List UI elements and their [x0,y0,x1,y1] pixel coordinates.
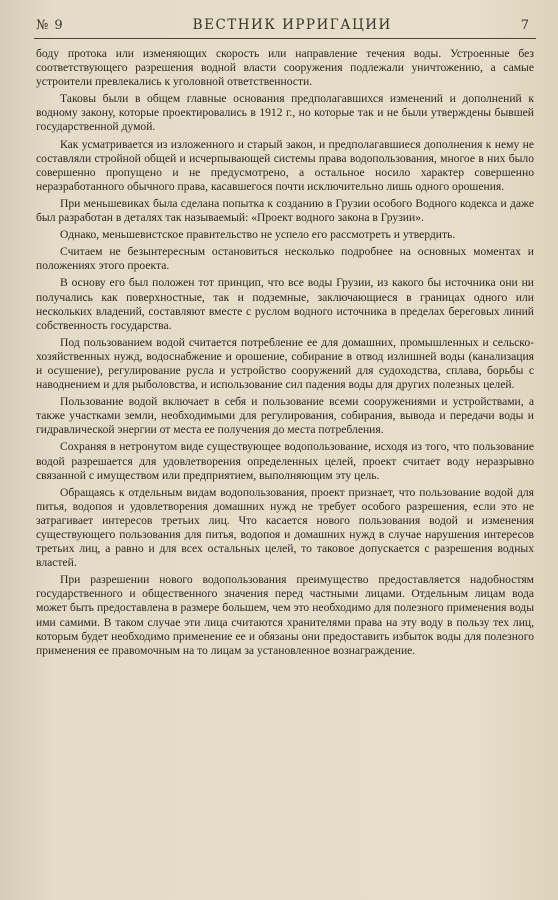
running-header [36,14,530,36]
paragraph: Как усматривается из изложенного и старый закон, и предполагавшиеся дополнения к нему не составляли стройной общей и исчерпывающей системы права водопользования, многое в них было совершенно пропущено и не предусмотрено, а остальное носило характер совершенно неразработанного обычного права, касавшегося почти исключительно лишь одного орошения. [36,137,534,193]
issue-number: № 9 [36,17,64,33]
paragraph: Пользование водой включает в себя и пользование всеми сооружениями и устройствами, а также участками земли, необходимыми для регулирования, собирания, вывода и передачи воды и гидравлической энергии от места ее получения до места потребления. [36,395,534,437]
paragraph: При разрешении нового водопользования преимущество предоставляется надобностям государственного и общественного значения перед частными лицами. Отдельным лицам вода может быть предоставлена в размере большем, чем это необходимо для полезного применения воды ими самими. В таком случае эти лица считаются хранителями права на эту воду в пользу тех лиц, которым будет необходимо применение ее и обязаны они предоставить избыток воды для полезного применения ее правомочным на то лицам за установленное вознаграждение. [36,573,534,657]
body-text [36,47,534,661]
paragraph: Под пользованием водой считается потребление ее для домашних, промышленных и сельско-хозяйственных нужд, водоснабжение и орошение, собирание в отвод излишней воды (канализация и осушение), регулирование русла и устройство сооружений для судоходства, сплава, борьбы с наводнением и для рыболовства, и использование сил падения воды для других полезных целей. [36,335,534,392]
paragraph: Однако, меньшевистское правительство не успело его рассмотреть и утвердить. [60,228,456,242]
paragraph: боду протока или изменяющих скорость или направление течения воды. Устроенные без соответствующего разрешения водной власти сооружения подлежали уничтожению, а самые устроители превлекались к уголовной ответственности. [36,47,534,89]
paragraph: Считаем не безынтересным остановиться несколько подробнее на основных моментах и положениях этого проекта. [36,245,534,273]
paragraph: При меньшевиках была сделана попытка к созданию в Грузии особого Водного кодекса и даже был разработан в деталях так называемый: «Проект водного закона в Грузии». [36,196,534,225]
paragraph: В основу его был положен тот принцип, что все воды Грузии, из какого бы источника они ни получались как поверхностные, так и подземные, заключающиеся в границах одного или нескольких владений, составляют вместе с руслом водного источника в пределах береговых линий собственность государства. [36,276,534,332]
paragraph: Таковы были в общем главные основания предполагавшихся изменений и дополнений к водному закону, которые проектировались в 1912 г., но которые так и не были утверждены бывшей государственной думой. [36,92,534,134]
header-rule [34,38,536,39]
paragraph: Обращаясь к отдельным видам водопользования, проект признает, что пользование водой для питья, водопоя и удовлетворения домашних нужд не требует особого разрешения, если это не затрагивает интересов третьих лиц. Что касается нового пользования водой и изменения существующего пользования для питья, водопоя и домашних нужд в случае нарушения интересов третьих лиц, а равно и для всех остальных целей, то таковое допускается с разрешения водных властей. [36,485,534,570]
journal-title: ВЕСТНИК ИРРИГАЦИИ [192,17,392,33]
paragraph: Сохраняя в нетронутом виде существующее водопользование, исходя из того, что пользование водой разрешается для удовлетворения определенных целей, проект считает воду неразрывно связанной с имуществом или предприятием, выполняющим эту цель. [36,440,534,482]
page-number: 7 [520,17,530,33]
